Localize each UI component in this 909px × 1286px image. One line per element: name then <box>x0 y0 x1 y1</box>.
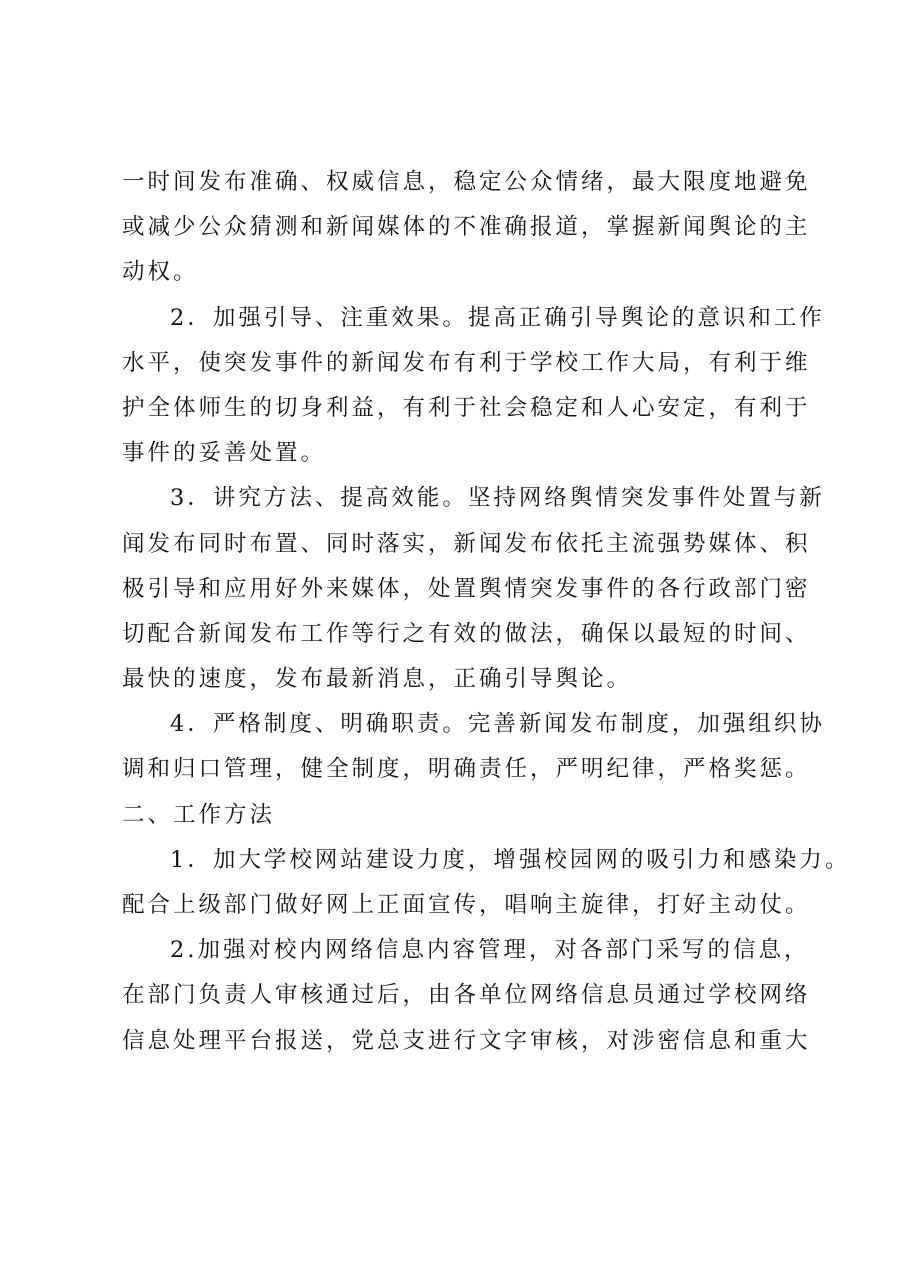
body-line: 1．加大学校网站建设力度，增强校园网的吸引力和感染力。 <box>170 846 851 873</box>
body-line: 4．严格制度、明确职责。完善新闻发布制度，加强组织协 <box>170 711 825 738</box>
body-line: 切配合新闻发布工作等行之有效的做法，确保以最短的时间、 <box>122 620 811 647</box>
body-line: 动权。 <box>122 259 199 286</box>
body-line: 护全体师生的切身利益，有利于社会稳定和人心安定，有利于 <box>122 394 811 421</box>
body-line: 事件的妥善处置。 <box>122 440 327 467</box>
document-body <box>122 160 851 1064</box>
body-line: 水平，使突发事件的新闻发布有利于学校工作大局，有利于维 <box>122 349 811 376</box>
body-line: 2.加强对校内网络信息内容管理，对各部门采写的信息， <box>170 937 810 964</box>
body-line: 一时间发布准确、权威信息，稳定公众情绪，最大限度地避免 <box>122 169 811 195</box>
body-line: 3．讲究方法、提高效能。坚持网络舆情突发事件处置与新 <box>170 485 825 512</box>
body-line: 2．加强引导、注重效果。提高正确引导舆论的意识和工作 <box>170 304 825 331</box>
body-line: 在部门负责人审核通过后，由各单位网络信息员通过学校网络 <box>122 982 811 1009</box>
body-line: 或减少公众猜测和新闻媒体的不准确报道，掌握新闻舆论的主 <box>122 214 811 241</box>
body-line: 调和归口管理，健全制度，明确责任，严明纪律，严格奖惩。 <box>122 756 811 783</box>
section-heading: 二、工作方法 <box>122 801 276 828</box>
body-line: 最快的速度，发布最新消息，正确引导舆论。 <box>122 666 633 693</box>
body-line: 极引导和应用好外来媒体，处置舆情突发事件的各行政部门密 <box>122 575 811 602</box>
body-line: 信息处理平台报送，党总支进行文字审核，对涉密信息和重大 <box>122 1027 811 1054</box>
body-line: 配合上级部门做好网上正面宣传，唱响主旋律，打好主动仗。 <box>122 892 811 918</box>
body-line: 闻发布同时布置、同时落实，新闻发布依托主流强势媒体、积 <box>122 530 811 557</box>
